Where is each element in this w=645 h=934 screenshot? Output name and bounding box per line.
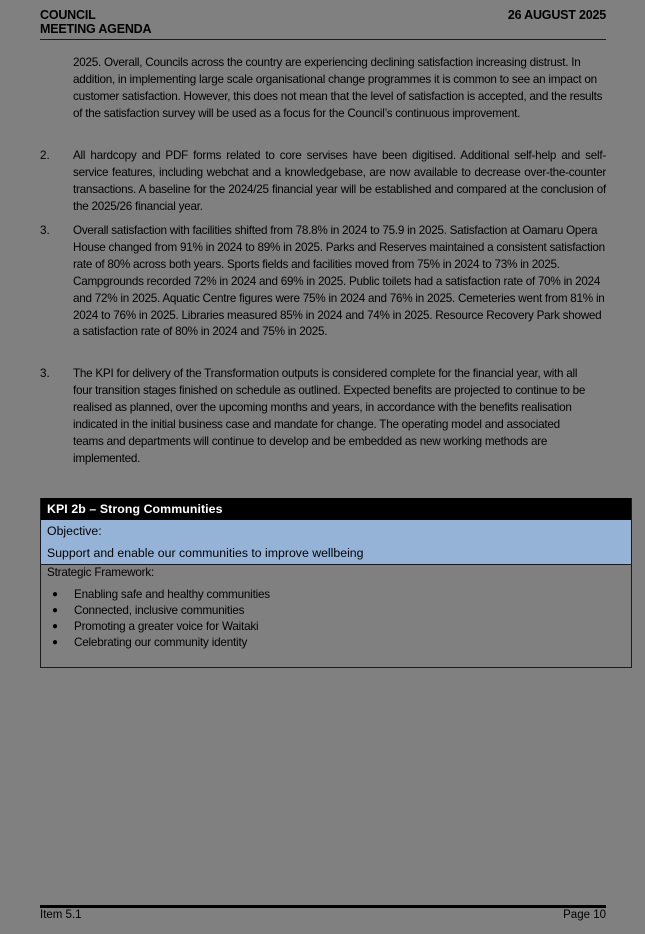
list-item-paragraph: Overall satisfaction with facilities shifted from 78.8% in 2024 to 75.9 in 2025. Satisfaction at Oamaru Opera House changed from 91% in 2024 to 89% in 2025. Parks and Reserves maintained a consistent satisfaction rate of 80% across both years. Sports fields and facilities moved from 75% in 2024 to 73% in 2025. Campgrounds recorded 72% in 2024 and 69% in 2025. Public toilets had a satisfaction rate of 70% in 2024 and 72% in 2025. Aquatic Centre figures were 75% in 2024 and 76% in 2025. Cemeteries went from 81% in 2024 to 76% in 2025. Libraries measured 85% in 2024 and 74% in 2025. Resource Recovery Park showed a satisfaction rate of 80% in 2024 and 75% in 2025. xyxy=(73,224,605,339)
item-number: 2. xyxy=(40,149,50,162)
list-item: ● Enabling safe and healthy communities xyxy=(52,588,270,601)
objective-text: Support and enable our communities to improve wellbeing xyxy=(41,542,632,565)
strategic-framework-cell xyxy=(41,565,632,668)
header-meeting-agenda: MEETING AGENDA xyxy=(40,22,152,36)
list-item: ● Promoting a greater voice for Waitaki xyxy=(52,620,259,633)
list-item: ● Connected, inclusive communities xyxy=(52,604,245,617)
footer-page-number: Page 10 xyxy=(563,909,606,921)
list-item: ● Celebrating our community identity xyxy=(52,636,248,649)
item-number: 3. xyxy=(40,367,50,380)
kpi-title: KPI 2b – Strong Communities xyxy=(41,498,632,520)
framework-list xyxy=(47,587,625,651)
bullet-icon: ● xyxy=(52,637,58,648)
objective-label: Objective: xyxy=(41,520,632,542)
header-council: COUNCIL xyxy=(40,8,96,22)
item-number: 3. xyxy=(40,224,50,237)
bullet-icon: ● xyxy=(52,589,58,600)
bullet-icon: ● xyxy=(52,621,58,632)
list-item-paragraph: The KPI for delivery of the Transformation outputs is considered complete for the financial year, with all four transition stages finished on schedule as outlined. Expected benefits are projected to continue to be realised as planned, over the upcoming months and years, in accordance with the benefits realisation indicated in the initial business case and mandate for change. The operating model and associated teams and departments will continue to develop and be embedded as new working methods are implemented. xyxy=(73,367,586,465)
footer-item-number: Item 5.1 xyxy=(40,909,82,921)
header-date: 26 AUGUST 2025 xyxy=(507,8,606,22)
list-item-paragraph: All hardcopy and PDF forms related to core servises have been digitised. Additional self-help and self-service features, including webchat and a knowledgebase, are now available to decrease over-the-counter transactions. A baseline for the 2024/25 financial year will be established and compared at the conclusion of the 2025/26 financial year. xyxy=(73,149,606,213)
document-header-org xyxy=(40,8,151,36)
bullet-icon: ● xyxy=(52,605,58,616)
framework-label: Strategic Framework: xyxy=(47,566,155,579)
header-divider xyxy=(40,39,606,40)
kpi-table xyxy=(40,498,632,668)
footer-divider xyxy=(40,905,606,908)
continuation-paragraph: 2025. Overall, Councils across the country are experiencing declining satisfaction increasing distrust. In addition, in implementing large scale organisational change programmes it is common to see an impact on customer satisfaction. However, this does not mean that the level of satisfaction is accepted, and the results of the satisfaction survey will be used as a focus for the Council’s continuous improvement. xyxy=(73,56,603,120)
